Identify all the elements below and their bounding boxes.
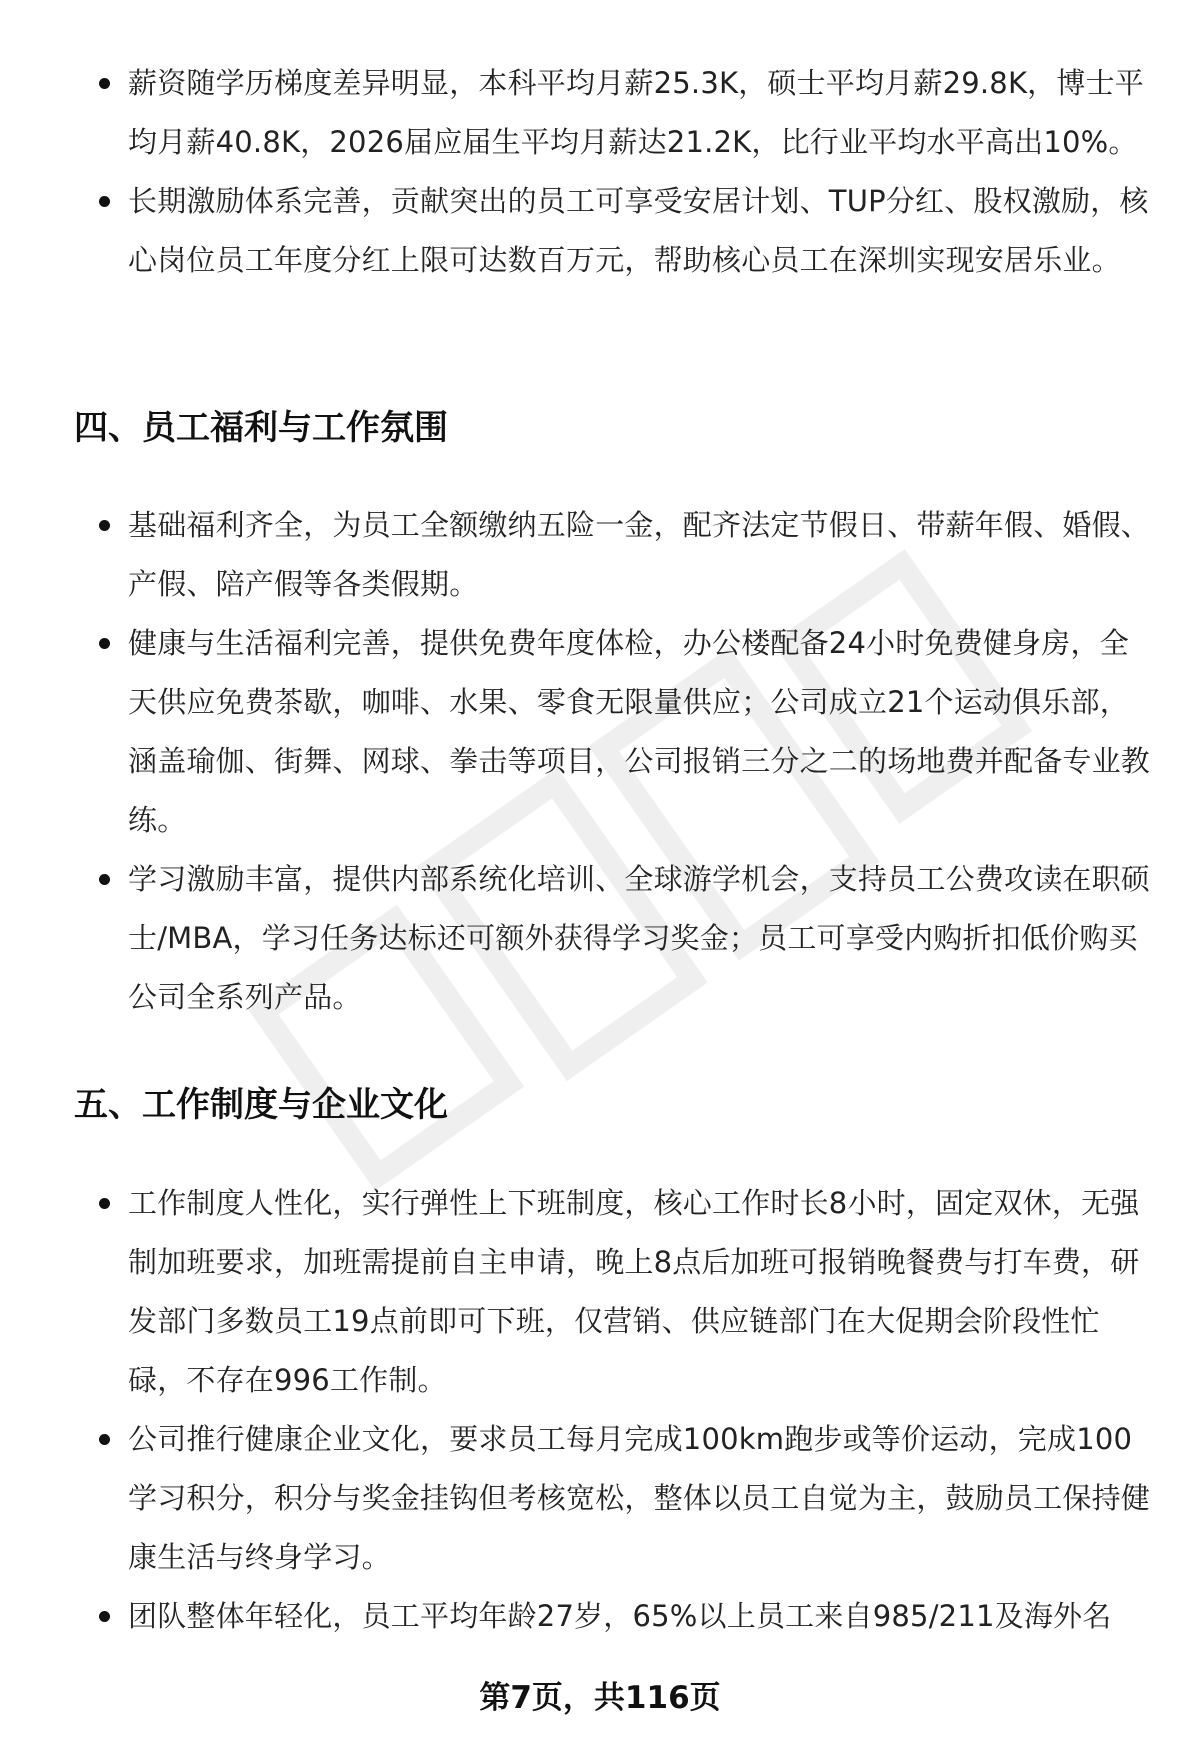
list-item	[0, 1587, 1200, 1646]
section5-heading: 五、工作制度与企业文化	[74, 1085, 448, 1125]
section4-heading: 四、员工福利与工作氛围	[74, 408, 448, 448]
list-item-text: 薪资随学历梯度差异明显，本科平均月薪25.3K，硕士平均月薪29.8K，博士平均月薪40.8K，2026届应届生平均月薪达21.2K，比行业平均水平高出10%。	[128, 66, 1144, 159]
list-item	[0, 850, 1200, 1027]
section3-bullet-list	[0, 54, 1200, 290]
section4-body	[0, 496, 1200, 1027]
bullet-icon	[99, 1198, 110, 1209]
bullet-icon	[99, 638, 110, 649]
list-item-text: 公司推行健康企业文化，要求员工每月完成100km跑步或等价运动，完成100学习积分，积分与奖金挂钩但考核宽松，整体以员工自觉为主，鼓励员工保持健康生活与终身学习。	[128, 1422, 1151, 1574]
bullet-icon	[99, 874, 110, 885]
bullet-icon	[99, 1611, 110, 1622]
list-item-text: 健康与生活福利完善，提供免费年度体检，办公楼配备24小时免费健身房，全天供应免费茶歇，咖啡、水果、零食无限量供应；公司成立21个运动俱乐部，涵盖瑜伽、街舞、网球、拳击等项目，公司报销三分之二的场地费并配备专业教练。	[128, 626, 1151, 837]
list-item	[0, 1174, 1200, 1410]
list-item	[0, 614, 1200, 850]
list-item-text: 基础福利齐全，为员工全额缴纳五险一金，配齐法定节假日、带薪年假、婚假、产假、陪产假等各类假期。	[128, 508, 1151, 601]
list-item	[0, 172, 1200, 290]
bullet-icon	[99, 78, 110, 89]
list-item	[0, 1410, 1200, 1587]
list-item	[0, 54, 1200, 172]
list-item-text: 长期激励体系完善，贡献突出的员工可享受安居计划、TUP分红、股权激励，核心岗位员工年度分红上限可达数百万元，帮助核心员工在深圳实现安居乐业。	[128, 184, 1149, 277]
section5-bullet-list	[0, 1174, 1200, 1646]
list-item-text: 学习激励丰富，提供内部系统化培训、全球游学机会，支持员工公费攻读在职硕士/MBA，学习任务达标还可额外获得学习奖金；员工可享受内购折扣低价购买公司全系列产品。	[128, 862, 1151, 1014]
bullet-icon	[99, 1434, 110, 1445]
page-number: 第7页，共116页	[479, 1680, 721, 1716]
section3-tail	[0, 54, 1200, 290]
bullet-icon	[99, 196, 110, 207]
list-item-text: 工作制度人性化，实行弹性上下班制度，核心工作时长8小时，固定双休，无强制加班要求，加班需提前自主申请，晚上8点后加班可报销晚餐费与打车费，研发部门多数员工19点前即可下班，仅营销、供应链部门在大促期会阶段性忙碌，不存在996工作制。	[128, 1186, 1140, 1397]
section5-body	[0, 1174, 1200, 1646]
list-item	[0, 496, 1200, 614]
section4-bullet-list	[0, 496, 1200, 1027]
bullet-icon	[99, 520, 110, 531]
list-item-text: 团队整体年轻化，员工平均年龄27岁，65%以上员工来自985/211及海外名	[128, 1599, 1112, 1633]
